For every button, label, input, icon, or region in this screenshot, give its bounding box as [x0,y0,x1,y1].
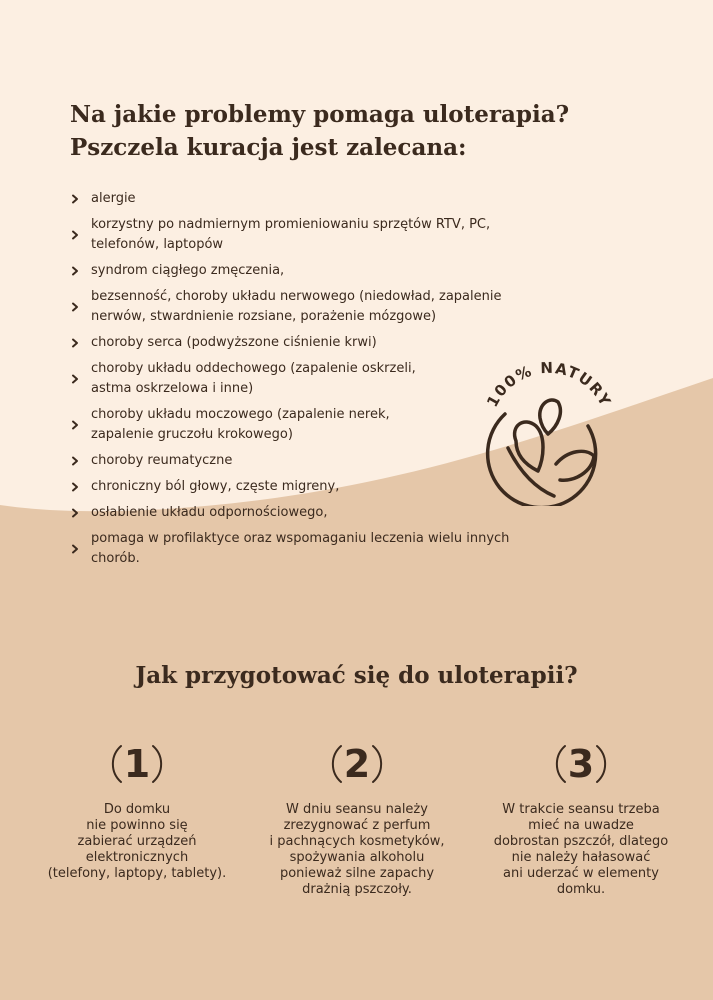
list-item [70,405,520,445]
step-text-line: drażnią pszczoły. [302,882,412,897]
chevron-right-icon [70,544,80,554]
list-item-text: bezsenność, choroby układu nerwowego (niedowład, zapalenie [91,289,502,304]
list-item [70,529,520,569]
step-text-line: nie należy hałasować [511,850,651,865]
step-description [257,802,457,898]
list-item-text: choroby układu moczowego (zapalenie nerek, [91,407,390,422]
step-number-badge [327,736,387,792]
list-item-text: chorób. [91,551,140,566]
step-number-badge [107,736,167,792]
chevron-right-icon [70,302,80,312]
step-text-line: ani uderzać w elementy [503,866,659,881]
chevron-right-icon [70,194,80,204]
list-item [70,261,520,281]
list-item-text: chroniczny ból głowy, częste migreny, [91,479,340,494]
indications-list [70,189,520,575]
step-text-line: Do domku [103,802,171,817]
chevron-right-icon [70,266,80,276]
list-item [70,215,520,255]
step-text-line: spożywania alkoholu [289,850,425,865]
chevron-right-icon [70,508,80,518]
step-text-line: domku. [556,882,606,897]
step-text-line: elektronicznych [85,850,189,865]
list-item [70,477,520,497]
list-item [70,287,520,327]
list-item-text: alergie [91,191,136,206]
leaf-icon [508,400,594,496]
chevron-right-icon [70,456,80,466]
step-3 [481,736,681,898]
chevron-right-icon [70,338,80,348]
chevron-right-icon [70,374,80,384]
step-text-line: ponieważ silne zapachy [279,866,435,881]
list-item [70,333,520,353]
list-item [70,503,520,523]
step-description [37,802,237,882]
step-text-line: mieć na uwadze [528,818,634,833]
list-item-text: osłabienie układu odpornościowego, [91,505,328,520]
list-item-text: korzystny po nadmiernym promieniowaniu sprzętów RTV, PC, [91,217,491,232]
chevron-right-icon [70,420,80,430]
step-number: 3 [567,742,595,786]
step-2 [257,736,457,898]
step-text-line: zabierać urządzeń [77,834,197,849]
step-description [481,802,681,898]
list-item-text: telefonów, laptopów [91,237,224,252]
section-title: Jak przygotować się do uloterapii? [135,662,578,689]
list-item-text: choroby układu oddechowego (zapalenie oskrzeli, [91,361,416,376]
natural-badge [474,356,624,506]
list-item-text: choroby reumatyczne [91,453,233,468]
list-item-text: zapalenie gruczołu krokowego) [91,427,293,442]
chevron-right-icon [70,482,80,492]
step-number: 1 [123,742,151,786]
list-item-text: nerwów, stwardnienie rozsiane, porażenie mózgowe) [91,309,437,324]
step-text-line: nie powinno się [86,818,188,833]
list-item-text: choroby serca (podwyższone ciśnienie krwi) [91,335,377,350]
badge-text: 100% NATURY [483,358,615,411]
title-line-1: Na jakie problemy pomaga uloterapia? [70,101,570,128]
chevron-right-icon [70,230,80,240]
list-item [70,189,520,209]
page-title [70,98,650,164]
list-item-text: syndrom ciągłego zmęczenia, [91,263,285,278]
list-item [70,451,520,471]
list-item-text: astma oskrzelowa i inne) [91,381,254,396]
list-item [70,359,520,399]
step-number-badge [551,736,611,792]
step-text-line: W trakcie seansu trzeba [502,802,660,817]
step-1 [37,736,237,882]
step-text-line: zrezygnować z perfum [283,818,431,833]
step-number: 2 [343,742,371,786]
step-text-line: dobrostan pszczół, dlatego [493,834,669,849]
step-text-line: W dniu seansu należy [286,802,428,817]
step-text-line: (telefony, laptopy, tablety). [47,866,227,881]
step-text-line: i pachnących kosmetyków, [269,834,445,849]
svg-text:100% NATURY [483,359,615,410]
list-item-text: pomaga w profilaktyce oraz wspomaganiu leczenia wielu innych [91,531,510,546]
title-line-2: Pszczela kuracja jest zalecana: [70,134,467,161]
